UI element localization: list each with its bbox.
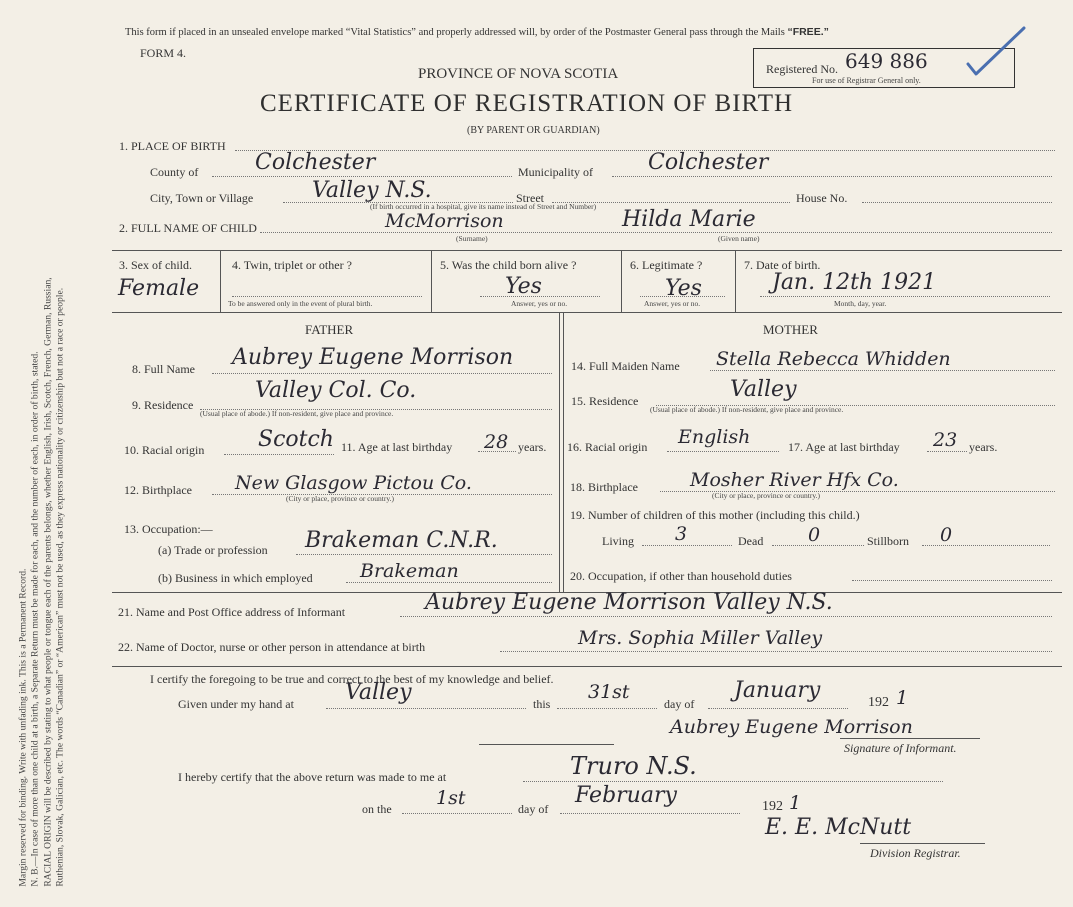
place-of-birth-label: 1. PLACE OF BIRTH — [119, 139, 226, 153]
date-of-birth-value: Jan. 12th 1921 — [772, 270, 937, 295]
this-label: this — [533, 697, 551, 711]
alive-label: 5. Was the child born alive ? — [440, 258, 577, 272]
certificate-title: CERTIFICATE OF REGISTRATION OF BIRTH — [260, 90, 794, 117]
registrar-month-value: February — [575, 783, 677, 808]
dead-value: 0 — [808, 524, 821, 546]
county-label: County of — [150, 165, 199, 179]
house-number-label: House No. — [796, 191, 848, 205]
margin-note-racial-origin: RACIAL ORIGIN will be described by stating to what people or tongue each of the parents belongs, whether English, Irish, Scotch, French, German, Russian, — [42, 277, 53, 887]
given-name-caption: (Given name) — [718, 234, 760, 243]
informant-signature: Aubrey Eugene Morrison — [670, 716, 913, 738]
children-count-label: 19. Number of children of this mother (including this child.) — [570, 508, 860, 522]
municipality-label: Municipality of — [518, 165, 593, 179]
father-racial-label: 10. Racial origin — [124, 443, 205, 457]
registrar-year-prefix: 192 — [762, 799, 783, 814]
county-value: Colchester — [255, 150, 376, 175]
registrar-place-value: Truro N.S. — [570, 752, 697, 780]
father-occupation-label: 13. Occupation:— — [124, 522, 213, 536]
mother-birthplace-label: 18. Birthplace — [570, 480, 638, 494]
twin-note: To be answered only in the event of plural birth. — [228, 299, 373, 308]
father-residence-value: Valley Col. Co. — [255, 378, 417, 403]
day-of-label: day of — [664, 697, 695, 711]
certification-statement: I certify the foregoing to be true and correct to the best of my knowledge and belief. — [150, 672, 554, 686]
business-value: Brakeman — [360, 560, 459, 582]
margin-note-binding: Margin reserved for binding. Write with unfading ink. This is a Permanent Record. — [17, 568, 29, 887]
registered-number: 649 886 — [845, 49, 928, 73]
living-value: 3 — [675, 523, 688, 545]
child-surname: McMorrison — [385, 210, 504, 232]
registrar-signature: E. E. McNutt — [765, 815, 912, 840]
sex-value: Female — [118, 276, 200, 301]
registrar-year-digit: 1 — [789, 792, 802, 814]
certificate-subtitle: (BY PARENT OR GUARDIAN) — [467, 125, 600, 136]
trade-value: Brakeman C.N.R. — [305, 528, 498, 553]
registrar-day-of-label: day of — [518, 802, 549, 816]
mother-heading: MOTHER — [763, 322, 818, 337]
informant-caption: Signature of Informant. — [844, 741, 957, 755]
trade-label: (a) Trade or profession — [158, 543, 268, 557]
mother-name-label: 14. Full Maiden Name — [571, 359, 680, 373]
child-name-label: 2. FULL NAME OF CHILD — [119, 221, 257, 235]
father-years-label: years. — [518, 440, 547, 454]
alive-note: Answer, yes or no. — [511, 299, 568, 308]
business-label: (b) Business in which employed — [158, 571, 313, 585]
registrar-caption: Division Registrar. — [870, 846, 961, 860]
father-birthplace-value: New Glasgow Pictou Co. — [235, 472, 472, 494]
given-month-value: January — [734, 678, 821, 703]
father-racial-value: Scotch — [258, 427, 334, 452]
form-number: FORM 4. — [140, 46, 187, 60]
mother-racial-value: English — [678, 426, 751, 448]
mother-name-value: Stella Rebecca Whidden — [716, 348, 951, 370]
registered-label: Registered No. — [766, 62, 838, 76]
checkmark-icon — [960, 22, 1030, 82]
province-heading: PROVINCE OF NOVA SCOTIA — [418, 66, 619, 82]
given-year-digit: 1 — [896, 687, 909, 709]
mother-age-value: 23 — [933, 429, 958, 451]
twin-label: 4. Twin, triplet or other ? — [232, 258, 352, 272]
alive-value: Yes — [505, 274, 542, 299]
mother-birthplace-note: (City or place, province or country.) — [712, 491, 821, 500]
father-birthplace-label: 12. Birthplace — [124, 483, 192, 497]
registrar-use-note: For use of Registrar General only. — [812, 76, 921, 85]
legitimate-label: 6. Legitimate ? — [630, 258, 703, 272]
on-the-label: on the — [362, 802, 392, 816]
margin-note-nationality: Ruthenian, Slovak, Galician, etc. The words “Canadian” or “American” must not be used, as they express nationality or citizenship but not a race or people. — [54, 287, 66, 887]
margin-notes — [17, 47, 66, 887]
mother-residence-note: (Usual place of abode.) If non-resident, give place and province. — [650, 405, 844, 414]
mother-years-label: years. — [969, 440, 998, 454]
attendant-value: Mrs. Sophia Miller Valley — [578, 627, 823, 649]
date-of-birth-note: Month, day, year. — [834, 299, 887, 308]
given-place-value: Valley — [345, 680, 412, 705]
legitimate-note: Answer, yes or no. — [644, 299, 701, 308]
margin-note-multiple-births: N. B.—In case of more than one child at a birth, a Separate Return must be made for each, and the number of each, in order of birth, stated. — [29, 351, 41, 887]
sex-label: 3. Sex of child. — [119, 258, 192, 272]
surname-caption: (Surname) — [456, 234, 488, 243]
informant-label: 21. Name and Post Office address of Informant — [118, 605, 346, 619]
city-label: City, Town or Village — [150, 191, 254, 205]
father-name-value: Aubrey Eugene Morrison — [232, 345, 514, 370]
attendant-label: 22. Name of Doctor, nurse or other person in attendance at birth — [118, 640, 426, 654]
informant-value: Aubrey Eugene Morrison Valley N.S. — [425, 590, 833, 615]
mother-residence-value: Valley — [730, 377, 797, 402]
free-label: “FREE.” — [787, 26, 829, 38]
stillborn-value: 0 — [940, 524, 953, 546]
city-value: Valley N.S. — [312, 178, 432, 203]
legitimate-value: Yes — [665, 276, 702, 301]
father-heading: FATHER — [305, 322, 354, 337]
registrar-statement: I hereby certify that the above return was made to me at — [178, 770, 447, 784]
registrar-day-value: 1st — [436, 787, 466, 809]
given-year-prefix: 192 — [868, 695, 889, 710]
given-under-label: Given under my hand at — [178, 697, 294, 711]
father-age-value: 28 — [484, 431, 509, 453]
mother-age-label: 17. Age at last birthday — [788, 440, 900, 454]
hospital-note: (If birth occurred in a hospital, give its name instead of Street and Number) — [370, 202, 597, 211]
mother-occupation-label: 20. Occupation, if other than household duties — [570, 569, 792, 583]
dead-label: Dead — [738, 534, 764, 548]
father-residence-label: 9. Residence — [132, 398, 194, 412]
father-name-label: 8. Full Name — [132, 362, 195, 376]
mother-residence-label: 15. Residence — [571, 394, 639, 408]
living-label: Living — [602, 534, 634, 548]
street-label: Street — [516, 191, 544, 205]
date-of-birth-label: 7. Date of birth. — [744, 258, 821, 272]
father-residence-note: (Usual place of abode.) If non-resident, give place and province. — [200, 409, 394, 418]
father-age-label: 11. Age at last birthday — [341, 440, 453, 454]
mother-racial-label: 16. Racial origin — [567, 440, 648, 454]
father-birthplace-note: (City or place, province or country.) — [286, 494, 395, 503]
child-given-name: Hilda Marie — [622, 207, 756, 232]
postal-notice — [125, 26, 829, 38]
given-day-value: 31st — [588, 681, 630, 703]
municipality-value: Colchester — [648, 150, 769, 175]
mother-birthplace-value: Mosher River Hfx Co. — [690, 469, 899, 491]
stillborn-label: Stillborn — [867, 534, 910, 548]
postal-notice-text: This form if placed in an unsealed envelope marked “Vital Statistics” and properly addressed will, by order of the Postmaster General pass through the Mails — [125, 27, 785, 38]
